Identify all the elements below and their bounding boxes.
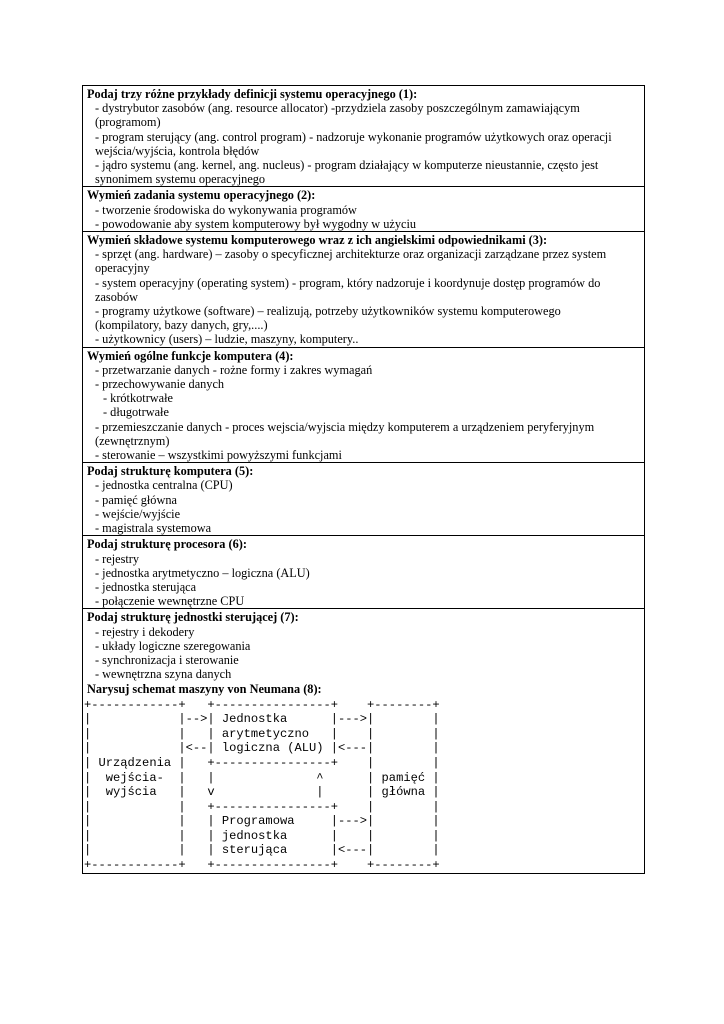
answer-line: synonimem systemu operacyjnego: [95, 172, 266, 187]
answer-line: (zewnętrznym): [95, 433, 170, 448]
section-title: Wymień zadania systemu operacyjnego (2):: [87, 188, 316, 203]
answer-line: - sterowanie – wszystkimi powyższymi funkcjami: [95, 448, 342, 463]
section-title: Podaj trzy różne przykłady definicji systemu operacyjnego (1):: [87, 87, 418, 101]
section-title: Podaj strukturę jednostki sterującej (7):: [87, 610, 299, 625]
answer-line: - połączenie wewnętrzne CPU: [95, 594, 245, 609]
diagram-line: | | +----------------+ | |: [84, 799, 440, 814]
section-4: [83, 348, 644, 464]
answer-line: - rejestry i dekodery: [95, 624, 195, 639]
answer-line: - jednostka centralna (CPU): [95, 478, 233, 493]
answer-line: wejścia/wyjścia, kontrola błędów: [95, 143, 260, 158]
section-title: Podaj strukturę komputera (5):: [87, 464, 254, 479]
answer-line: - długotrwałe: [103, 405, 169, 420]
section-2: [83, 187, 644, 232]
von-neumann-diagram: [84, 698, 640, 873]
diagram-line: | |-->| Jednostka |--->| |: [84, 712, 440, 727]
answer-line: - system operacyjny (operating system) - program, który nadzoruje i koordynuje dostęp programów do: [95, 275, 601, 290]
answer-line: - dystrybutor zasobów (ang. resource allocator) -przydziela zasoby poszczególnym zamawiającym: [95, 101, 580, 116]
answer-line: - magistrala systemowa: [95, 521, 212, 536]
answer-line: - wejście/wyjście: [95, 506, 181, 521]
diagram-line: | | | arytmetyczno | | |: [84, 726, 440, 741]
answer-line: - synchronizacja i sterowanie: [95, 652, 239, 667]
diagram-line: | | | Programowa |--->| |: [84, 814, 440, 829]
answer-line: zasobów: [95, 289, 139, 304]
section-von-neumann: [83, 681, 644, 872]
diagram-line: | Urządzenia | +----------------+ | |: [84, 755, 440, 770]
diagram-line: | wyjścia | v | | główna |: [84, 785, 440, 800]
answer-line: operacyjny: [95, 261, 150, 276]
answer-line: - jednostka sterująca: [95, 579, 197, 594]
section-3: [83, 232, 644, 348]
section-title: Wymień ogólne funkcje komputera (4):: [87, 348, 294, 363]
answer-line: (programom): [95, 115, 161, 130]
answer-line: - przetwarzanie danych - rożne formy i zakres wymagań: [95, 362, 373, 377]
answer-line: - przemieszczanie danych - proces wejscia/wyjscia między komputerem a urządzeniem peryferyjnym: [95, 419, 595, 434]
section-title: Narysuj schemat maszyny von Neumana (8):: [87, 682, 322, 697]
section-title: Podaj strukturę procesora (6):: [87, 537, 247, 552]
answer-line: - wewnętrzna szyna danych: [95, 667, 232, 682]
answer-line: - pamięć główna: [95, 492, 177, 507]
answer-line: - przechowywanie danych: [95, 377, 225, 392]
section-7: [83, 609, 644, 681]
answer-line: - programy użytkowe (software) – realizują, potrzeby użytkowników systemu komputerowego: [95, 304, 561, 319]
answer-line: - rejestry: [95, 551, 140, 566]
section-5: [83, 463, 644, 536]
answer-line: - powodowanie aby system komputerowy był wygodny w użyciu: [95, 216, 417, 231]
answer-line: - układy logiczne szeregowania: [95, 638, 251, 653]
answer-line: - jednostka arytmetyczno – logiczna (ALU): [95, 565, 310, 580]
answer-line: - sprzęt (ang. hardware) – zasoby o specyficznej architekturze oraz organizacji zarządzane przez system: [95, 247, 607, 262]
diagram-line: | | | jednostka | | |: [84, 828, 440, 843]
sections-container: [83, 86, 644, 681]
answer-line: (kompilatory, bazy danych, gry,....): [95, 318, 268, 333]
qa-table: [82, 85, 645, 874]
answer-line: - użytkownicy (users) – ludzie, maszyny, komputery..: [95, 332, 359, 347]
answer-line: - program sterujący (ang. control program) - nadzoruje wykonanie programów użytkowych oraz operacji: [95, 129, 612, 144]
answer-line: - tworzenie środowiska do wykonywania programów: [95, 202, 357, 217]
diagram-line: | wejścia- | | ^ | pamięć |: [84, 770, 440, 785]
diagram-line: | | | sterująca |<---| |: [84, 843, 440, 858]
section-6: [83, 536, 644, 609]
section-title: Wymień składowe systemu komputerowego wraz z ich angielskimi odpowiednikami (3):: [87, 233, 548, 248]
diagram-line: +------------+ +----------------+ +--------+: [84, 858, 440, 873]
answer-line: - krótkotrwałe: [103, 391, 173, 406]
diagram-line: | |<--| logiczna (ALU) |<---| |: [84, 741, 440, 756]
answer-line: - jądro systemu (ang. kernel, ang. nucleus) - program działający w komputerze nieustannie, często jest: [95, 158, 599, 173]
diagram-line: +------------+ +----------------+ +--------+: [84, 697, 440, 712]
section-1: [83, 86, 644, 187]
